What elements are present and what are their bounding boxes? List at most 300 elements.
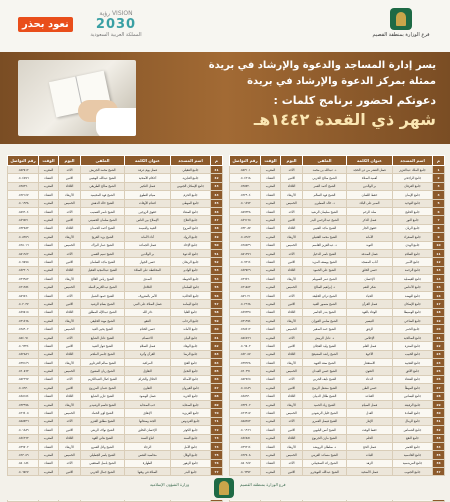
column-header: عنوان الكلمة <box>347 156 393 166</box>
table-cell: الإخلاص <box>347 333 393 341</box>
table-cell: جامع الوفاء <box>171 342 211 350</box>
table-cell: الشيخ غازي الشايع <box>81 392 125 400</box>
table-cell: المغرب <box>39 384 59 392</box>
table-cell: ٠٥٣٣٤٠٢ <box>230 400 261 408</box>
table-cell: جامع الفرقان <box>393 182 433 190</box>
table-cell: الاثنين <box>281 174 303 182</box>
table-cell: الأحد <box>281 375 303 383</box>
row-number-cell: 20 <box>433 325 445 333</box>
table-cell: جامع الإخاء <box>171 241 211 249</box>
table-cell: ٠٥٠٥١٨٩ <box>230 384 261 392</box>
table-cell: المغرب <box>261 451 281 459</box>
table-cell: الشيخ زياد الحميد <box>303 400 347 408</box>
table-cell: ٠٥٥٠٦٤٧ <box>230 459 261 467</box>
row-number-cell: 3 <box>433 182 445 190</box>
table-row <box>8 216 223 224</box>
row-number-cell: 21 <box>433 333 445 341</box>
table-cell: الشيخ لؤي الحماد <box>81 409 125 417</box>
table-cell: الشيخ أحمد الحمدان <box>81 224 125 232</box>
table-cell: الشيخ سعد الفهيد <box>303 358 347 366</box>
table-cell: الشيخ كمال العبدالكريم <box>81 375 125 383</box>
table-cell: العشاء <box>261 392 281 400</box>
table-cell: الشيخ فواز العبيد <box>81 342 125 350</box>
table-cell: التوبة <box>347 241 393 249</box>
table-cell: الأحد <box>59 375 81 383</box>
table-cell: جامع الفردوس <box>171 417 211 425</box>
row-number-cell: 4 <box>433 191 445 199</box>
row-number-cell: 35 <box>433 451 445 459</box>
table-cell: الحلال والحرام <box>125 375 171 383</box>
table-cell: العشاء <box>261 409 281 417</box>
table-row <box>8 451 223 459</box>
table-cell: جامع الملك عبدالعزيز <box>393 166 433 174</box>
table-cell: جامع الحزم <box>171 191 211 199</box>
table-cell: ٠٥٤٩٥٢١ <box>8 216 39 224</box>
table-cell: الاثنين <box>281 300 303 308</box>
row-number-cell: 22 <box>433 342 445 350</box>
table-cell: الخميس <box>281 409 303 417</box>
row-number-cell: 30 <box>433 409 445 417</box>
table-cell: الخميس <box>59 241 81 249</box>
table-cell: الحلم <box>347 434 393 442</box>
row-number-cell: 52 <box>211 258 223 266</box>
table-cell: فضل الذكر <box>347 216 393 224</box>
table-cell: جامع النخيل <box>171 367 211 375</box>
table-cell: ٠٥٤٤٧٨١ <box>230 434 261 442</box>
row-number-cell: 28 <box>433 392 445 400</box>
table-cell: الشيخ مهند الخليفي <box>81 317 125 325</box>
table-cell: الشيخ فهد المحيميد <box>81 191 125 199</box>
table-cell: الأربعاء <box>59 191 81 199</box>
table-cell: ٠٥٠١٩٣٨ <box>8 199 39 207</box>
table-cell: آداب المسجد <box>347 258 393 266</box>
table-cell: الشيخ مازن الجربوع <box>303 434 347 442</box>
table-row <box>8 459 223 467</box>
table-cell: الشيخ عبدالرحمن البدر <box>303 216 347 224</box>
table-cell: التقوى <box>347 367 393 375</box>
column-header: م <box>433 156 445 166</box>
table-cell: الشيخ وليد العجلان <box>303 342 347 350</box>
table-cell: جامع البساتين <box>393 392 433 400</box>
row-number-cell: 49 <box>211 233 223 241</box>
table-cell: الشيخ أنس البليهي <box>303 426 347 434</box>
row-number-cell: 11 <box>433 249 445 257</box>
table-cell: الاثنين <box>281 258 303 266</box>
table-cell: الأربعاء <box>281 358 303 366</box>
table-cell: جامع السنة <box>171 434 211 442</box>
table-cell: ٠٥٥٣١٠١ <box>230 166 261 174</box>
table-cell: جامع الريان <box>393 224 433 232</box>
table-cell: الشيخ فيصل العمري <box>303 417 347 425</box>
table-cell: جامع الرفيعة <box>393 400 433 408</box>
table-cell: العشاء <box>39 308 59 316</box>
table-header-row <box>230 156 445 166</box>
table-cell: ٠٥٠١٤٨٩ <box>8 426 39 434</box>
table-row <box>8 258 223 266</box>
table-cell: ٠٥٠٥٦٣٠ <box>8 384 39 392</box>
table-row <box>230 367 445 375</box>
table-cell: فضل السلام <box>125 342 171 350</box>
table-cell: جامع الهلال <box>171 451 211 459</box>
row-number-cell: 15 <box>433 283 445 291</box>
table-cell: جامع الزهور <box>171 459 211 467</box>
table-cell: العشاء <box>39 224 59 232</box>
table-cell: العشاء <box>39 174 59 182</box>
table-cell: المغرب <box>261 367 281 375</box>
table-cell: جامع الإسكان الجنوبي <box>171 182 211 190</box>
table-cell: المغرب <box>39 182 59 190</box>
table-cell: العشاء <box>39 275 59 283</box>
table-cell: جامع الأندلس <box>393 283 433 291</box>
table-cell: التفاؤل <box>125 367 171 375</box>
table-cell: ٠٥٠٢٦٦٨ <box>230 300 261 308</box>
table-row <box>230 459 445 467</box>
table-cell: جامع القادسية <box>393 451 433 459</box>
table-cell: الشيخ مساعد العريني <box>303 451 347 459</box>
table-cell: ٠٥٣١٤٦٨ <box>8 317 39 325</box>
table-cell: المغرب <box>39 350 59 358</box>
row-number-cell: 13 <box>433 266 445 274</box>
schedule-tables <box>7 155 444 473</box>
row-number-cell: 71 <box>211 417 223 425</box>
table-row <box>230 174 445 182</box>
table-row <box>8 182 223 190</box>
table-cell: الشيخ عبدالكريم النملة <box>81 283 125 291</box>
table-cell: الاثنين <box>281 384 303 392</box>
table-cell: ٠٥٠١٩٦٦ <box>230 426 261 434</box>
table-cell: د. سلطان الرويشد <box>303 442 347 450</box>
table-cell: الشيخ سالم القرعاوي <box>81 358 125 366</box>
table-cell: الأربعاء <box>281 317 303 325</box>
table-cell: ٠٥٦٥٠١٦ <box>8 241 39 249</box>
table-cell: الإيثار <box>347 417 393 425</box>
table-cell: جامع النقع <box>393 434 433 442</box>
table-cell: الطهارة <box>125 459 171 467</box>
table-cell: العشاء <box>261 275 281 283</box>
row-number-cell: 67 <box>211 384 223 392</box>
table-cell: جامع الحمر <box>393 325 433 333</box>
row-number-cell: 74 <box>211 442 223 450</box>
table-cell: جامع البيان <box>171 333 211 341</box>
table-cell: ٠٥٠٢٠٣٧ <box>8 300 39 308</box>
table-row <box>230 258 445 266</box>
table-cell: جامع الرحمة <box>393 266 433 274</box>
table-cell: ٠٥٣٨٢٩٠ <box>8 182 39 190</box>
table-cell: الاثنين <box>59 174 81 182</box>
invitation-banner <box>0 52 450 144</box>
table-row <box>230 241 445 249</box>
table-cell: الشيخ راشد المشيقح <box>303 350 347 358</box>
table-cell: الشيخ سامي الفوزان <box>303 317 347 325</box>
table-cell: الخميس <box>281 367 303 375</box>
table-cell: المغرب <box>39 166 59 174</box>
table-cell: الثلاثاء <box>59 308 81 316</box>
table-cell: الاثنين <box>59 468 81 476</box>
table-row <box>230 300 445 308</box>
table-cell: فضل العشر من ذي الحجة <box>347 166 393 174</box>
table-row <box>230 182 445 190</box>
table-row <box>8 300 223 308</box>
footer-right-text: فرع الوزارة بمنطقة القصيم <box>240 482 286 487</box>
table-cell: جامع الراجحي <box>393 174 433 182</box>
ministry-seal-icon <box>390 8 412 30</box>
table-cell: الأحد <box>59 291 81 299</box>
table-row <box>230 333 445 341</box>
table-row <box>8 350 223 358</box>
table-cell: الأحد <box>281 207 303 215</box>
table-cell: الشيخ عبدالله الوهيبي <box>81 174 125 182</box>
table-cell: العشاء <box>39 442 59 450</box>
table-cell: الشيخ عمار البراك <box>81 241 125 249</box>
table-cell: جامع النور <box>393 216 433 224</box>
table-cell: المغرب <box>39 249 59 257</box>
table-row <box>8 434 223 442</box>
table-cell: الإنفاق <box>125 409 171 417</box>
table-cell: الشيخ ماجد العتيبي <box>303 224 347 232</box>
table-cell: الاستغفار <box>347 358 393 366</box>
table-cell: المغرب <box>261 266 281 274</box>
row-number-cell: 61 <box>211 333 223 341</box>
table-cell: الأحد <box>281 459 303 467</box>
table-cell: الجنة وصفاتها <box>125 417 171 425</box>
table-cell: الأحد <box>281 249 303 257</box>
table-cell: الخميس <box>59 409 81 417</box>
table-cell: المغرب <box>261 199 281 207</box>
footer <box>0 476 450 500</box>
table-cell: الخميس <box>59 199 81 207</box>
schedule-table-right <box>229 155 445 502</box>
footer-ministry-seal-icon <box>214 478 234 498</box>
table-row <box>8 308 223 316</box>
table-cell: الشيخ حمود الشبل <box>81 291 125 299</box>
row-number-cell: 36 <box>433 459 445 467</box>
row-number-cell: 18 <box>433 308 445 316</box>
table-row <box>230 400 445 408</box>
row-number-cell: 46 <box>211 207 223 215</box>
table-row <box>230 199 445 207</box>
table-cell: جامع التوحيد <box>393 199 433 207</box>
table-cell: ٠٥٣٩٧٠٢ <box>8 442 39 450</box>
table-cell: أداء الأمانة <box>125 233 171 241</box>
table-row <box>230 207 445 215</box>
table-cell: ٠٥٠٧٣١٤ <box>230 258 261 266</box>
table-cell: الأربعاء <box>59 400 81 408</box>
table-cell: المغرب <box>39 216 59 224</box>
column-header: م <box>211 156 223 166</box>
column-header: الوقت <box>39 156 59 166</box>
table-row <box>230 283 445 291</box>
schedule-table-left <box>7 155 223 502</box>
table-cell: الشيخ خالد الدهش <box>81 199 125 207</box>
table-cell: العشاء <box>261 224 281 232</box>
table-cell: العشاء <box>261 207 281 215</box>
table-cell: ٠٥٥٩٥٦٠ <box>8 291 39 299</box>
table-cell: ٠٥٦٦٤٠٥ <box>8 409 39 417</box>
table-cell: الشيخ تميم الغصن <box>81 249 125 257</box>
row-number-cell: 55 <box>211 283 223 291</box>
table-cell: ٠٥٤٧٨١٥ <box>8 308 39 316</box>
table-cell: ٠٥٦٥٥٣٩ <box>230 241 261 249</box>
table-cell: ٠٥٥٨٧٣٦ <box>8 417 39 425</box>
table-row <box>230 166 445 174</box>
table-cell: العشاء <box>261 308 281 316</box>
column-header: اليوم <box>59 156 81 166</box>
table-cell: المغرب <box>261 182 281 190</box>
row-number-cell: 25 <box>433 367 445 375</box>
table-cell: جامع السلمان <box>171 283 211 291</box>
table-cell: جامع الخليج <box>393 207 433 215</box>
table-cell: المغرب <box>261 317 281 325</box>
row-number-cell: 66 <box>211 375 223 383</box>
table-cell: الأحد <box>281 291 303 299</box>
table-cell: الأحد <box>59 333 81 341</box>
table-row <box>230 191 445 199</box>
table-cell: الشيخ عادل الشايع <box>81 333 125 341</box>
table-cell: جامع العزيزية <box>171 409 211 417</box>
table-cell: جامع المريدسية <box>393 459 433 467</box>
table-cell: جامع الدعوة <box>171 249 211 257</box>
table-cell: فضل العلم <box>347 342 393 350</box>
table-cell: العشاء <box>261 459 281 467</box>
row-number-cell: 60 <box>211 325 223 333</box>
table-cell: العشاء <box>261 191 281 199</box>
table-row <box>230 224 445 232</box>
table-row <box>8 468 223 476</box>
row-number-cell: 37 <box>433 468 445 476</box>
table-cell: ٠٥٦٨٩٠٢ <box>8 325 39 333</box>
row-number-cell: 1 <box>433 166 445 174</box>
table-cell: الثلاثاء <box>59 182 81 190</box>
table-cell: العشاء <box>39 325 59 333</box>
table-row <box>8 409 223 417</box>
table-cell: جامع النهضة <box>393 291 433 299</box>
table-cell: الشيخ ريان المشوح <box>81 367 125 375</box>
table-cell: الشيخ يحيى العيد <box>81 325 125 333</box>
table-cell: المغرب <box>39 283 59 291</box>
row-number-cell: 47 <box>211 216 223 224</box>
table-cell: المغرب <box>261 233 281 241</box>
table-row <box>8 367 223 375</box>
table-cell: الاثنين <box>281 426 303 434</box>
table-cell: العشاء <box>261 342 281 350</box>
table-cell: التكافل <box>125 283 171 291</box>
table-cell: ذكر الله <box>125 308 171 316</box>
row-number-cell: 76 <box>211 459 223 467</box>
table-row <box>230 350 445 358</box>
table-cell: الشيخ أحمد العمر <box>303 182 347 190</box>
row-number-cell: 59 <box>211 317 223 325</box>
table-cell: الشيخ رياض الفالح <box>81 275 125 283</box>
table-cell: فضل الحج <box>347 442 393 450</box>
row-number-cell: 41 <box>211 166 223 174</box>
table-cell: الأربعاء <box>59 358 81 366</box>
row-number-cell: 34 <box>433 442 445 450</box>
row-number-cell: 14 <box>433 275 445 283</box>
table-cell: الاثنين <box>59 426 81 434</box>
table-cell: القناعة <box>347 392 393 400</box>
table-cell: ٠٥٥١٦٤٢ <box>8 249 39 257</box>
table-cell: الإحسان <box>347 275 393 283</box>
table-cell: حسن الجوار <box>125 258 171 266</box>
table-cell: جامع العقيلي <box>171 166 211 174</box>
table-cell: الثلاثاء <box>281 266 303 274</box>
table-row <box>230 275 445 283</box>
row-number-cell: 63 <box>211 350 223 358</box>
table-cell: القرآن وأثره <box>125 350 171 358</box>
row-number-cell: 6 <box>433 207 445 215</box>
table-cell: ٠٥٦٨٤١٢ <box>230 325 261 333</box>
table-cell: الاثنين <box>59 342 81 350</box>
row-number-cell: 12 <box>433 258 445 266</box>
table-cell: فضل الجماعة <box>125 241 171 249</box>
table-row <box>8 233 223 241</box>
table-cell: الثلاثاء <box>281 308 303 316</box>
table-cell: العشاء <box>39 207 59 215</box>
table-cell: حسن الختام <box>125 325 171 333</box>
table-cell: جامع الأمانة <box>171 325 211 333</box>
table-cell: جامع الهدى <box>393 241 433 249</box>
column-header: الملقي <box>81 156 125 166</box>
row-number-cell: 69 <box>211 400 223 408</box>
table-cell: العشاء <box>39 392 59 400</box>
table-cell: جامع الرواد <box>171 233 211 241</box>
table-row <box>230 317 445 325</box>
table-row <box>230 392 445 400</box>
table-cell: المغرب <box>39 317 59 325</box>
table-cell: المغرب <box>39 300 59 308</box>
table-cell: الاثنين <box>281 468 303 476</box>
table-cell: الشيخ ياسر الجطيلي <box>81 451 125 459</box>
table-cell: الأحد <box>281 333 303 341</box>
table-cell: أحكام الأضحية <box>125 174 171 182</box>
table-row <box>8 166 223 174</box>
table-row <box>230 342 445 350</box>
table-cell: الثلاثاء <box>59 350 81 358</box>
table-row <box>8 191 223 199</box>
table-row <box>8 199 223 207</box>
table-cell: فضل يوم عرفة <box>125 166 171 174</box>
table-cell: ٠٥٥٧٣٢٨ <box>230 207 261 215</box>
table-cell: الإصلاح بين الناس <box>125 216 171 224</box>
table-cell: الشيخ صالح الطريقي <box>81 182 125 190</box>
table-cell: ٠٥٤٤٢٦٣ <box>8 434 39 442</box>
table-cell: المغرب <box>261 350 281 358</box>
table-cell: المراقبة <box>125 358 171 366</box>
column-header: الملقي <box>303 156 347 166</box>
row-number-cell: 29 <box>433 400 445 408</box>
table-cell: الأحد <box>59 249 81 257</box>
table-row <box>230 468 445 476</box>
quran-reading-photo <box>18 60 136 136</box>
table-cell: جامع الوادي <box>171 266 211 274</box>
table-cell: العشاء <box>39 409 59 417</box>
table-cell: المغرب <box>261 166 281 174</box>
table-cell: الشيخ عبدالله التويجري <box>303 468 347 476</box>
table-cell: ٠٥٦٣٥٠٨ <box>230 451 261 459</box>
table-cell: العفو <box>125 317 171 325</box>
table-cell: ٠٥٥٤٠٧١ <box>8 333 39 341</box>
table-cell: الدعاء <box>347 375 393 383</box>
table-cell: الشيخ عمر السويلم <box>303 275 347 283</box>
table-cell: ٠٥٤٣٨٢٩ <box>230 266 261 274</box>
table-row <box>8 426 223 434</box>
table-cell: العشاء <box>39 258 59 266</box>
table-cell: المغرب <box>261 249 281 257</box>
table-cell: ٠٥٥٤٥٩٦ <box>230 333 261 341</box>
table-cell: ٠٥٠٤٥٧٦ <box>8 174 39 182</box>
row-number-cell: 42 <box>211 174 223 182</box>
row-number-cell: 26 <box>433 375 445 383</box>
